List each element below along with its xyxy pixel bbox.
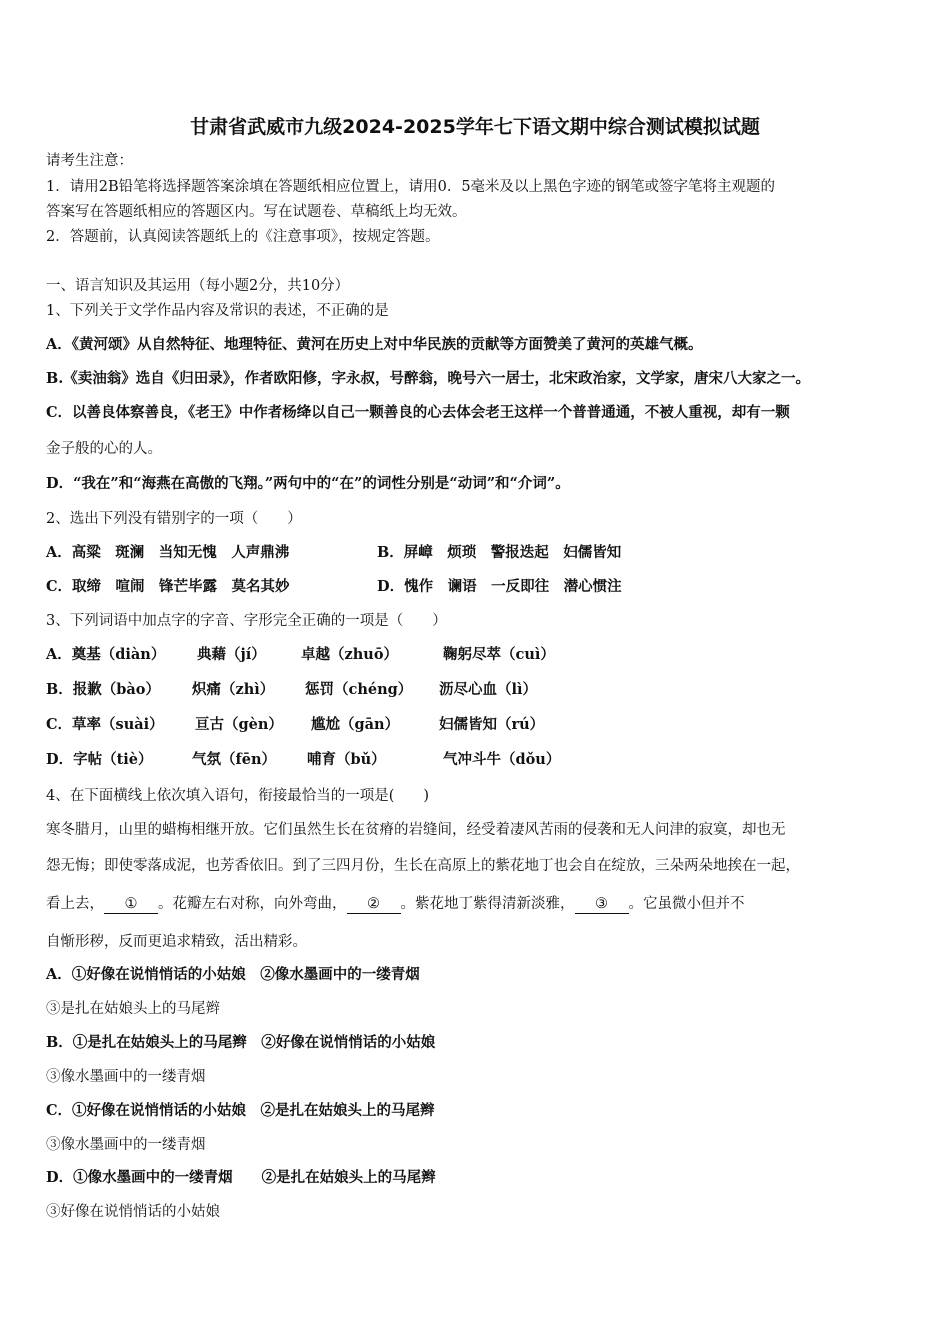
q4-passage-1: 寒冬腊月，山里的蜡梅相继开放。它们虽然生长在贫瘠的岩缝间，经受着凄风苦雨的侵袭和无人问津的寂寞，却也无 <box>46 822 786 838</box>
notice-line-2: 答案写在答题纸相应的答题区内。写在试题卷、草稿纸上均无效。 <box>46 204 467 220</box>
notice-line-1: 1．请用2B铅笔将选择题答案涂填在答题纸相应位置上，请用0．5毫米及以上黑色字迹的钢笔或签字笔将主观题的 <box>46 179 776 195</box>
blank-1: ① <box>104 895 158 914</box>
q3-d-1: D．字帖（tiè） <box>46 751 153 768</box>
q3-c-1: C．草率（suài） <box>46 716 164 733</box>
q4-option-c: C．①好像在说悄悄话的小姑娘 ②是扎在姑娘头上的马尾辫 <box>46 1102 435 1119</box>
q4-option-d: D．①像水墨画中的一缕青烟 ②是扎在姑娘头上的马尾辫 <box>46 1169 436 1186</box>
q1-option-c: C．以善良体察善良，《老王》中作者杨绛以自己一颗善良的心去体会老王这样一个普普通通，不被人重视，却有一颗 <box>46 404 790 421</box>
q2-stem: 2、选出下列没有错别字的一项（ ） <box>46 511 302 527</box>
notice-line-3: 2．答题前，认真阅读答题纸上的《注意事项》，按规定答题。 <box>46 229 440 245</box>
q2-option-b: B．屏嶂 烦琐 警报迭起 妇儒皆知 <box>377 544 622 561</box>
q1-option-a: A．《黄河颂》从自然特征、地理特征、黄河在历史上对中华民族的贡献等方面赞美了黄河的英雄气概。 <box>46 336 703 353</box>
q2-option-c: C．取缔 喧闹 锋芒毕露 莫名其妙 <box>46 578 290 595</box>
q3-b-3: 惩罚（chéng） <box>305 681 413 698</box>
q4-option-d-cont: ③好像在说悄悄话的小姑娘 <box>46 1204 220 1220</box>
q3-b-1: B．报歉（bào） <box>46 681 160 698</box>
blank-2: ② <box>347 895 401 914</box>
q3-b-2: 炽痛（zhì） <box>192 681 275 698</box>
q3-b-4: 沥尽心血（lì） <box>439 681 538 698</box>
q3-c-3: 尴尬（gān） <box>311 716 400 733</box>
q1-option-d: D．“我在”和“海燕在高傲的飞翔。”两句中的“在”的词性分别是“动词”和“介词”。 <box>46 475 570 492</box>
q4-option-a: A．①好像在说悄悄话的小姑娘 ②像水墨画中的一缕青烟 <box>46 966 420 983</box>
q1-stem: 1、下列关于文学作品内容及常识的表述，不正确的是 <box>46 303 389 319</box>
q4-stem: 4、在下面横线上依次填入语句，衔接最恰当的一项是( ) <box>46 788 430 804</box>
q3-c-4: 妇儒皆知（rú） <box>439 716 545 733</box>
q4-passage-3d: 。它虽微小但并不 <box>628 896 745 912</box>
q3-a-4: 鞠躬尽萃（cuì） <box>443 646 555 663</box>
q4-passage-3a: 看上去， <box>46 896 104 912</box>
q3-d-3: 哺育（bǔ） <box>307 751 386 768</box>
q3-d-2: 气氛（fēn） <box>192 751 277 768</box>
blank-3: ③ <box>575 895 629 914</box>
q3-d-4: 气冲斗牛（dǒu） <box>443 751 561 768</box>
q3-c-2: 亘古（gèn） <box>195 716 283 733</box>
section-heading: 一、语言知识及其运用（每小题2分，共10分） <box>46 278 350 294</box>
q3-stem: 3、下列词语中加点字的字音、字形完全正确的一项是（ ） <box>46 613 447 629</box>
q4-option-b: B．①是扎在姑娘头上的马尾辫 ②好像在说悄悄话的小姑娘 <box>46 1034 436 1051</box>
q4-passage-3c: 。紫花地丁紫得清新淡雅， <box>400 896 575 912</box>
q4-passage-3b: 。花瓣左右对称，向外弯曲， <box>158 896 347 912</box>
q1-option-c-cont: 金子般的心的人。 <box>46 441 162 457</box>
q2-option-a: A．高粱 斑澜 当知无愧 人声鼎沸 <box>46 544 290 561</box>
q4-option-b-cont: ③像水墨画中的一缕青烟 <box>46 1069 206 1085</box>
notice-heading: 请考生注意： <box>46 153 133 169</box>
q4-option-a-cont: ③是扎在姑娘头上的马尾辫 <box>46 1001 220 1017</box>
q2-option-d: D．愧作 谰语 一反即往 潜心惯注 <box>377 578 622 595</box>
q4-passage-4: 自惭形秽，反而更追求精致，活出精彩。 <box>46 934 307 950</box>
q1-option-b: B.《卖油翁》选自《归田录》，作者欧阳修，字永叔，号醉翁，晚号六一居士，北宋政治家，文学家，唐宋八大家之一。 <box>46 370 811 387</box>
q3-a-2: 典藉（jí） <box>197 646 266 663</box>
q4-option-c-cont: ③像水墨画中的一缕青烟 <box>46 1137 206 1153</box>
q3-a-1: A．奠基（diàn） <box>46 646 166 663</box>
q4-passage-3 <box>46 895 745 914</box>
q4-passage-2: 怨无悔；即使零落成泥，也芳香依旧。到了三四月份，生长在高原上的紫花地丁也会自在绽放，三朵两朵地挨在一起， <box>46 858 800 874</box>
page-title: 甘肃省武威市九级2024-2025学年七下语文期中综合测试模拟试题 <box>190 116 760 138</box>
q3-a-3: 卓越（zhuō） <box>301 646 398 663</box>
